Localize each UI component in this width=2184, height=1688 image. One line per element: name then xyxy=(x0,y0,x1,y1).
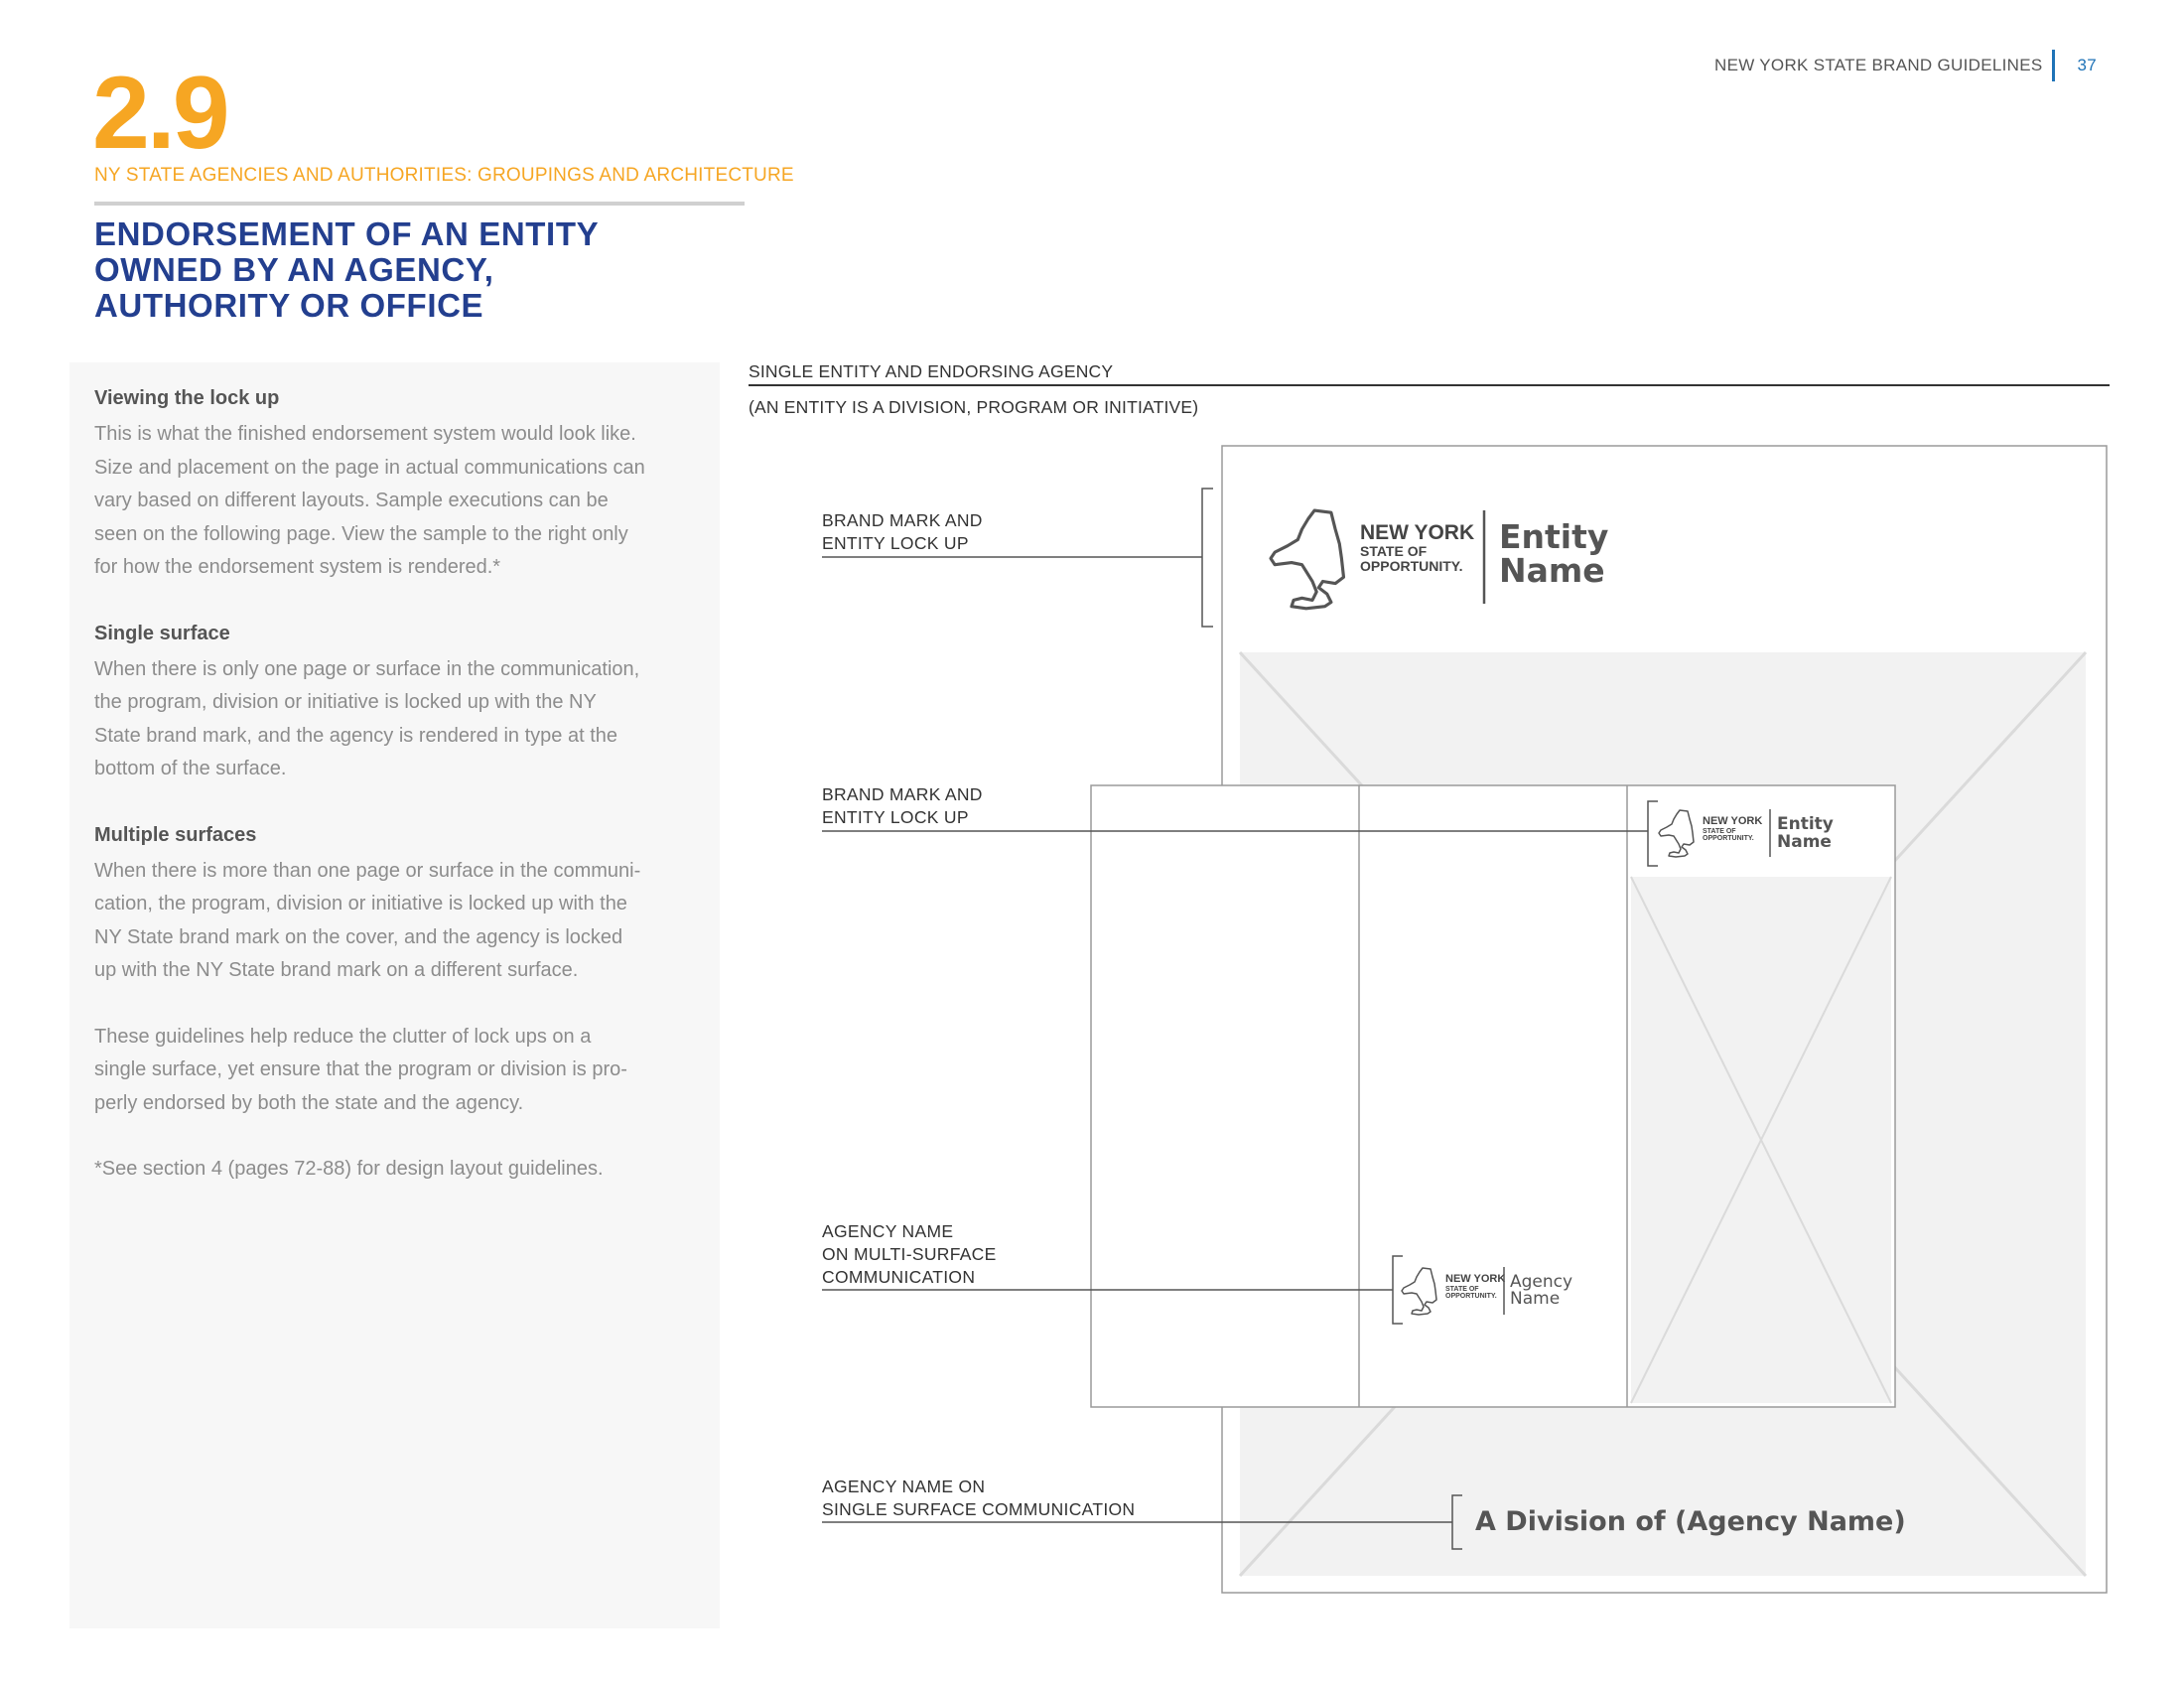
diagram-subheading: (AN ENTITY IS A DIVISION, PROGRAM OR INITIATIVE) xyxy=(749,397,1199,417)
entity-name-line: Entity xyxy=(1499,517,1609,556)
callout-label: ON MULTI-SURFACE xyxy=(822,1244,997,1264)
logo-word: STATE OF xyxy=(1360,543,1428,559)
callout-label: BRAND MARK AND xyxy=(822,510,983,530)
text-line: bottom of the surface. xyxy=(94,758,287,779)
agency-name-line: Name xyxy=(1510,1289,1561,1309)
text-line: These guidelines help reduce the clutter of lock ups on a xyxy=(94,1025,592,1048)
section-subtitle: NY STATE AGENCIES AND AUTHORITIES: GROUPINGS AND ARCHITECTURE xyxy=(94,165,794,186)
text-line: NY State brand mark on the cover, and the agency is locked xyxy=(94,925,623,948)
text-line: up with the NY State brand mark on a different surface. xyxy=(94,959,579,981)
text-line: seen on the following page. View the sample to the right only xyxy=(94,522,628,545)
callout-label: BRAND MARK AND xyxy=(822,784,983,804)
callout-label: ENTITY LOCK UP xyxy=(822,807,969,827)
logo-word: NEW YORK xyxy=(1360,521,1475,544)
single-surface-heading: Single surface xyxy=(94,622,230,644)
callout-label: SINGLE SURFACE COMMUNICATION xyxy=(822,1499,1136,1519)
logo-word: NEW YORK xyxy=(1703,815,1763,827)
text-line: State brand mark, and the agency is rendered in type at the xyxy=(94,724,617,747)
callout-label: AGENCY NAME ON xyxy=(822,1477,986,1496)
page-title-line: ENDORSEMENT OF AN ENTITY xyxy=(94,215,600,252)
text-line: single surface, yet ensure that the program or division is pro- xyxy=(94,1058,627,1080)
multiple-surfaces-heading: Multiple surfaces xyxy=(94,823,257,846)
text-line: vary based on different layouts. Sample executions can be xyxy=(94,490,609,511)
page-title-line: OWNED BY AN AGENCY, xyxy=(94,251,494,288)
text-line: perly endorsed by both the state and the agency. xyxy=(94,1091,524,1114)
running-title: NEW YORK STATE BRAND GUIDELINES xyxy=(1714,56,2043,74)
logo-word: OPPORTUNITY. xyxy=(1445,1293,1497,1300)
logo-word: STATE OF xyxy=(1445,1286,1479,1293)
logo-word: OPPORTUNITY. xyxy=(1360,558,1463,574)
text-line: for how the endorsement system is rendered.* xyxy=(94,556,501,578)
callout-label: AGENCY NAME xyxy=(822,1221,954,1241)
callout-label: COMMUNICATION xyxy=(822,1267,976,1287)
text-line: When there is only one page or surface in the communication, xyxy=(94,657,640,680)
page-title-line: AUTHORITY OR OFFICE xyxy=(94,287,484,324)
callout-bracket xyxy=(1202,489,1213,627)
text-line: This is what the finished endorsement system would look like. xyxy=(94,423,636,445)
callout-label: ENTITY LOCK UP xyxy=(822,533,969,553)
text-line: cation, the program, division or initiative is locked up with the xyxy=(94,893,627,914)
division-text: A Division of (Agency Name) xyxy=(1475,1506,1906,1537)
text-line: When there is more than one page or surface in the communi- xyxy=(94,859,641,882)
text-line: the program, division or initiative is locked up with the NY xyxy=(94,691,597,713)
section-number: 2.9 xyxy=(92,56,227,171)
entity-name-line: Entity xyxy=(1777,814,1834,834)
logo-word: OPPORTUNITY. xyxy=(1703,835,1754,842)
entity-name-line: Name xyxy=(1777,832,1832,852)
viewing-heading: Viewing the lock up xyxy=(94,387,280,409)
entity-name-line: Name xyxy=(1499,551,1605,590)
diagram-heading: SINGLE ENTITY AND ENDORSING AGENCY xyxy=(749,361,1114,381)
logo-word: NEW YORK xyxy=(1445,1273,1506,1285)
logo-word: STATE OF xyxy=(1703,828,1736,835)
text-line: Size and placement on the page in actual communications can xyxy=(94,456,645,479)
agency-name-line: Agency xyxy=(1510,1272,1573,1292)
footnote: *See section 4 (pages 72-88) for design layout guidelines. xyxy=(94,1158,604,1180)
page-number: 37 xyxy=(2077,56,2097,74)
